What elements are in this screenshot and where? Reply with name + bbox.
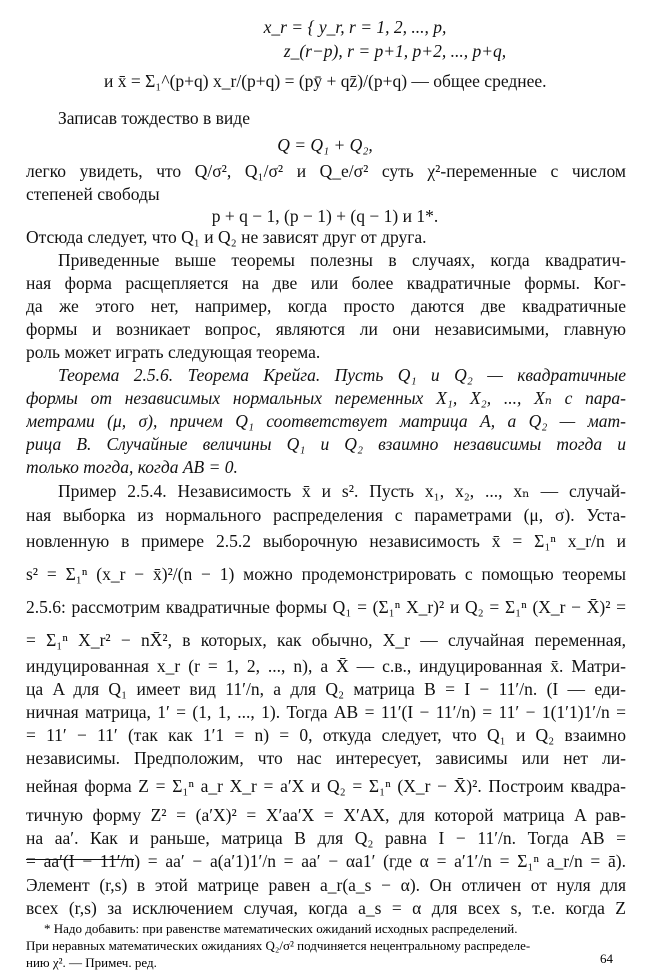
theorem-line: метрами (μ, σ), причем Q₁ соответствует матрица A, а Q₂ — мат- <box>26 411 626 431</box>
example-line: ная выборка из нормального распределения с параметрами (μ, σ). Уста- <box>26 505 626 525</box>
example-line: тичную форму Z² = (a′X)² = X′aa′X = X′AX, для которой матрица A рав- <box>26 805 626 825</box>
equation-xr-case-2: z_(r−p), r = p+1, p+2, ..., p+q, <box>283 41 507 61</box>
paragraph-line: Приведенные выше теоремы полезны в случаях, когда квадратич- <box>58 250 626 270</box>
footnote-line: * Надо добавить: при равенстве математических ожиданий исходных распределений. <box>44 921 518 936</box>
example-line: Элемент (r,s) в этой матрице равен a_r(a_s − α). Он отличен от нуля для <box>26 875 626 895</box>
paragraph-line: да же этого нет, например, когда просто даются две квадратичные <box>26 296 626 316</box>
equation-overall-mean: и x̄ = Σ₁^(p+q) x_r/(p+q) = (pȳ + qz̄)/(p+q) — общее среднее. <box>104 71 547 91</box>
example-line: новленную в примере 2.5.2 выборочную независимость x̄ = Σ₁ⁿ x_r/n и <box>26 531 626 551</box>
paragraph-line: ная форма расщепляется на две или более квадратичные формы. Ког- <box>26 273 626 293</box>
example-line: ничная матрица, 1′ = (1, 1, ..., 1). Тогда AB = 11′(I − 11′/n) = 11′ − 1(1′1)1′/n = <box>26 702 626 722</box>
footnote-line: При неравных математических ожиданиях Q₂/σ² подчиняется нецентральному распределе- <box>26 938 531 953</box>
theorem-line: рица B. Случайные величины Q₁ и Q₂ взаимно независимы тогда и <box>26 434 626 454</box>
equation-degrees-of-freedom: p + q − 1, (p − 1) + (q − 1) и 1*. <box>211 206 439 226</box>
text-line: легко увидеть, что Q/σ², Q₁/σ² и Q_e/σ² суть χ²-переменные с числом <box>26 161 626 181</box>
paragraph-line: роль может играть следующая теорема. <box>26 342 321 362</box>
page-number: 64 <box>600 951 613 966</box>
theorem-line: формы от независимых нормальных переменных X₁, X₂, ..., Xₙ с пара- <box>26 388 626 408</box>
footnote-line: нию χ². — Примеч. ред. <box>26 955 157 970</box>
example-line: независимы. Предположим, что нас интересует, зависимы или нет ли- <box>26 748 626 768</box>
example-line: s² = Σ₁ⁿ (x_r − x̄)²/(n − 1) можно продемонстрировать с помощью теоремы <box>26 564 626 584</box>
text-line: Отсюда следует, что Q₁ и Q₂ не зависят друг от друга. <box>26 227 427 247</box>
example-line: 2.5.6: рассмотрим квадратичные формы Q₁ = (Σ₁ⁿ X_r)² и Q₂ = Σ₁ⁿ (X_r − X̄)² = <box>26 597 626 617</box>
example-line: = aa′(I − 11′/n) = aa′ − a(a′1)1′/n = aa′ − αa1′ (где α = a′1′/n = Σ₁ⁿ a_r/n = ā). <box>26 851 626 871</box>
example-line: нейная форма Z = Σ₁ⁿ a_r X_r = a′X и Q₂ = Σ₁ⁿ (X_r − X̄)². Построим квадра- <box>26 776 626 796</box>
example-line: ца A для Q₁ имеет вид 11′/n, а для Q₂ матрица B = I − 11′/n. (I — еди- <box>26 679 626 699</box>
paragraph-line: формы и возникает вопрос, являются ли они независимыми, главную <box>26 319 626 339</box>
example-line: Пример 2.5.4. Независимость x̄ и s². Пусть x₁, x₂, ..., xₙ — случай- <box>58 481 626 501</box>
example-line: = 11′ − 11′ (так как 1′1 = n) = 0, откуда следует, что Q₁ и Q₂ взаимно <box>26 725 626 745</box>
example-line: на aa′. Как и раньше, матрица B для Q₂ равна I − 11′/n. Тогда AB = <box>26 828 626 848</box>
text-line: степеней свободы <box>26 184 160 204</box>
equation-q-sum: Q = Q₁ + Q₂, <box>277 135 373 155</box>
example-line: всех (r,s) за исключением случая, когда a_s = α для всех s, т.е. когда Z <box>26 898 626 918</box>
theorem-line: Теорема 2.5.6. Теорема Крейга. Пусть Q₁ и Q₂ — квадратичные <box>58 365 626 385</box>
example-line: индуцированная x_r (r = 1, 2, ..., n), а X̄ — с.в., индуцированная x̄. Матри- <box>26 656 626 676</box>
footnote-rule <box>26 859 134 860</box>
text-line: Записав тождество в виде <box>58 108 250 128</box>
theorem-line: только тогда, когда AB = 0. <box>26 457 238 477</box>
equation-xr-case-1: x_r = { y_r, r = 1, 2, ..., p, <box>263 17 447 37</box>
example-line: = Σ₁ⁿ X_r² − nX̄², в которых, как обычно, X_r — случайная переменная, <box>26 630 626 650</box>
